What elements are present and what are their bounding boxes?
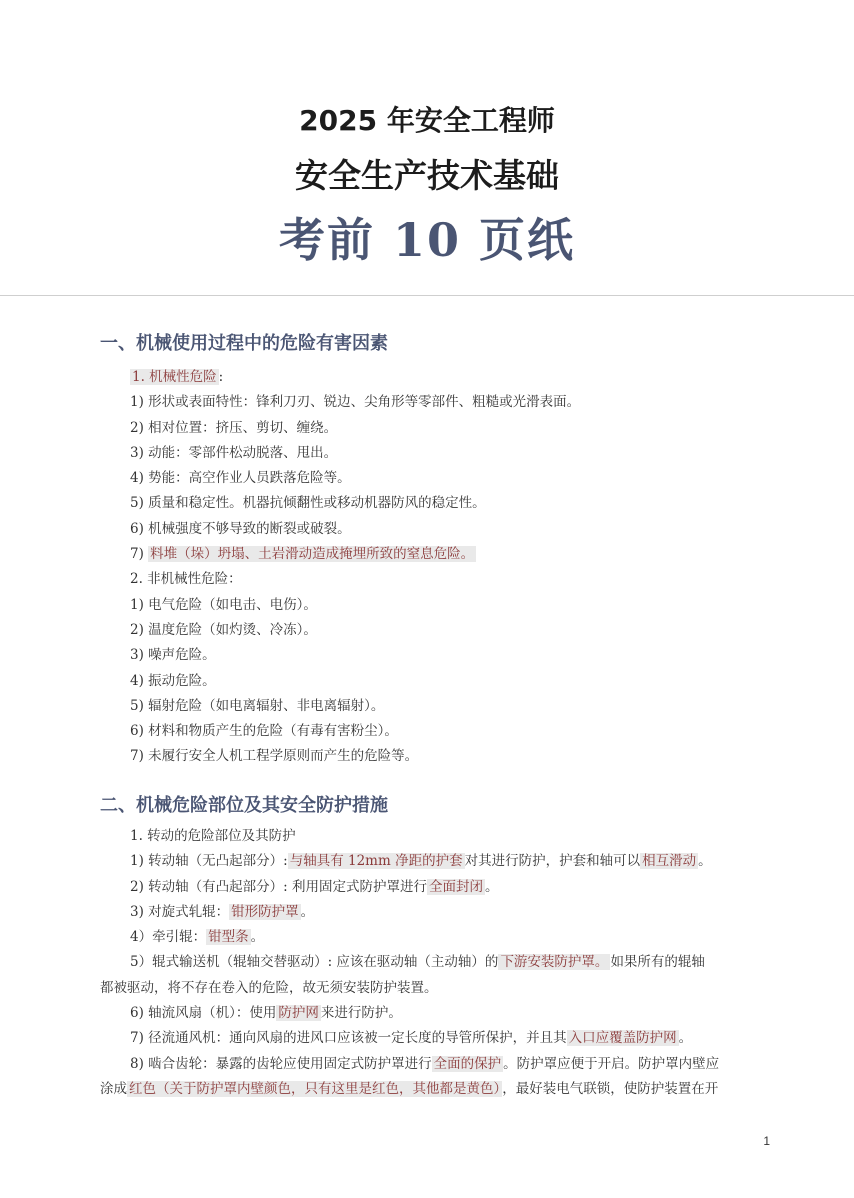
highlight: 全面的保护 xyxy=(433,1055,502,1072)
list-item: 1) 转动轴（无凸起部分）: 与轴具有 12mm 净距的护套 对其进行防护，护套和轴可以 相互滑动 。 xyxy=(130,853,712,870)
list-item: 7) 未履行安全人机工程学原则而产生的危险等。 xyxy=(130,748,419,765)
section-2-body xyxy=(100,824,775,1102)
list-item: 2) 温度危险（如灼烫、冷冻）。 xyxy=(130,621,317,638)
list-item: 6) 材料和物质产生的危险（有毒有害粉尘）。 xyxy=(130,723,398,740)
highlight: 全面封闭 xyxy=(429,878,483,895)
page-number: 1 xyxy=(763,1134,770,1148)
list-item: 1) 形状或表面特性：锋利刀刃、锐边、尖角形等零部件、粗糙或光滑表面。 xyxy=(130,394,581,411)
highlight: 钳形防护罩 xyxy=(231,903,299,920)
list-item: 7) 径流通风机：通向风扇的进风口应该被一定长度的导管所保护，并且其 入口应覆盖防护网 。 xyxy=(130,1030,693,1047)
list-item: 6) 轴流风扇（机）：使用 防护网 来进行防护。 xyxy=(130,1005,402,1022)
document-header xyxy=(0,0,854,270)
exam-year-title: 2025 年安全工程师 xyxy=(299,104,555,137)
list-item: 2) 转动轴（有凸起部分）: 利用固定式防护罩进行 全面封闭 。 xyxy=(130,878,499,895)
highlight: 相互滑动 xyxy=(642,853,697,870)
list-item-continuation: 都被驱动，将不存在卷入的危险，故无须安装防护装置。 xyxy=(100,979,438,996)
list-item: 4) 势能：高空作业人员跌落危险等。 xyxy=(130,470,351,487)
section-2-title: 二、机械危险部位及其安全防护措施 xyxy=(100,795,388,816)
highlight: 红色（关于防护罩内壁颜色，只有这里是红色，其他都是黄色） xyxy=(129,1080,501,1097)
list-item: 2) 相对位置：挤压、剪切、缠绕。 xyxy=(130,419,338,436)
list-item: 5) 辐射危险（如电离辐射、非电离辐射）。 xyxy=(130,697,385,714)
list-item: 3) 对旋式轧辊： 钳形防护罩 。 xyxy=(130,903,315,920)
highlight: 与轴具有 12mm 净距的护套 xyxy=(289,853,463,870)
list-item: 7) 料堆（垛）坍塌、土岩滑动造成掩埋所致的窒息危险。 xyxy=(130,546,475,563)
list-item: 1. 转动的危险部位及其防护 xyxy=(130,828,296,844)
list-item: 1) 电气危险（如电击、电伤）。 xyxy=(130,596,317,613)
section-1-body xyxy=(130,365,774,770)
highlight: 入口应覆盖防护网 xyxy=(568,1030,677,1047)
highlight: 钳型条 xyxy=(208,929,249,946)
highlight: 下游安装防护罩。 xyxy=(500,954,609,971)
list-item: 2. 非机械性危险： xyxy=(130,571,242,588)
list-item: 8) 啮合齿轮：暴露的齿轮应使用固定式防护罩进行 全面的保护 。防护罩应便于开启。防护罩内壁应 xyxy=(130,1055,720,1072)
subject-title: 安全生产技术基础 xyxy=(295,156,559,195)
list-item: 4) 振动危险。 xyxy=(130,672,216,689)
header-divider xyxy=(0,295,854,296)
list-item: 3) 动能：零部件松动脱落、甩出。 xyxy=(130,444,338,461)
list-item: 5) 质量和稳定性。机器抗倾翻性或移动机器防风的稳定性。 xyxy=(130,495,486,512)
highlight: 1. 机械性危险 xyxy=(132,369,217,385)
list-item-continuation: 涂成 红色（关于防护罩内壁颜色，只有这里是红色，其他都是黄色） ，最好装电气联锁，使防护装置在开 xyxy=(100,1080,719,1097)
list-item: 5）辊式输送机（辊轴交替驱动）: 应该在驱动轴（主动轴）的 下游安装防护罩。 如果所有的辊轴 xyxy=(130,954,705,971)
list-item: 1. 机械性危险 : xyxy=(132,369,224,385)
pages-title: 考前 10 页纸 xyxy=(278,213,576,267)
list-item: 4）牵引辊： 钳型条 。 xyxy=(130,929,265,946)
highlight: 料堆（垛）坍塌、土岩滑动造成掩埋所致的窒息危险。 xyxy=(150,546,475,563)
section-1-title: 一、机械使用过程中的危险有害因素 xyxy=(100,333,388,354)
list-item: 3) 噪声危险。 xyxy=(130,647,216,664)
highlight: 防护网 xyxy=(278,1005,319,1022)
list-item: 6) 机械强度不够导致的断裂或破裂。 xyxy=(130,520,351,537)
